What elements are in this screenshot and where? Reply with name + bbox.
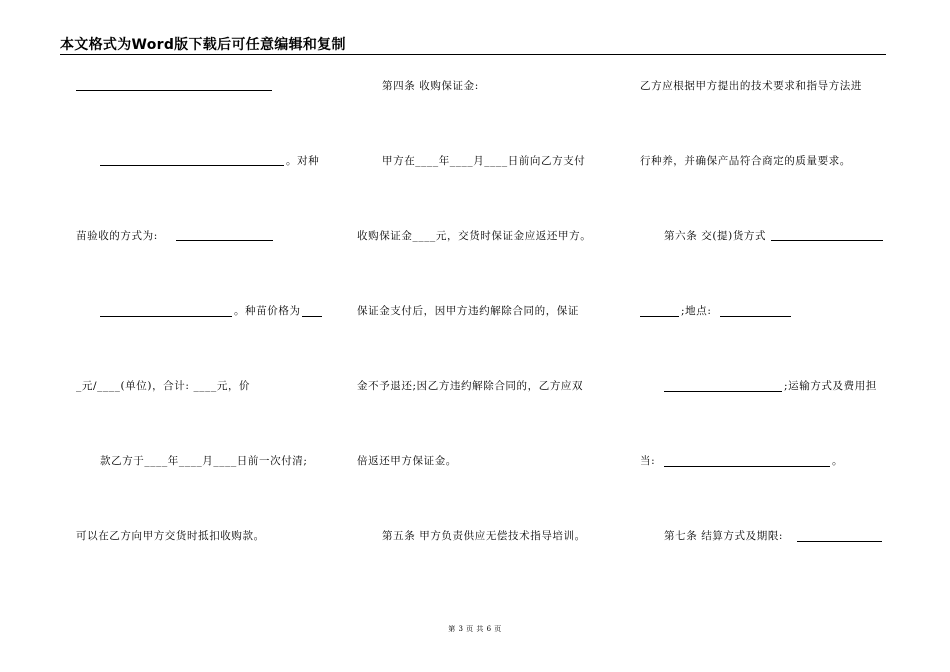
text-line: 。	[832, 455, 844, 467]
text-line: 保证金支付后，因甲方违约解除合同的，保证	[357, 305, 579, 317]
article-heading: 第五条 甲方负责供应无偿技术指导培训。	[382, 530, 586, 542]
text-line: 行种养，并确保产品符合商定的质量要求。	[640, 155, 851, 167]
text-line: 。对种	[286, 155, 320, 167]
text-line: 收购保证金____元，交货时保证金应返还甲方。	[357, 230, 592, 242]
blank-line	[100, 165, 284, 166]
page-number: 第 3 页 共 6 页	[448, 625, 502, 633]
text-line: 倍返还甲方保证金。	[357, 455, 457, 467]
blank-line	[797, 541, 882, 542]
text-line: 可以在乙方向甲方交货时抵扣收购款。	[76, 530, 265, 542]
blank-line	[640, 316, 679, 317]
text-line: 金不予退还;因乙方违约解除合同的，乙方应双	[357, 380, 584, 392]
blank-line	[100, 316, 232, 317]
text-line: 甲方在____年____月____日前向乙方支付	[382, 155, 586, 167]
blank-line	[176, 240, 273, 241]
blank-line	[76, 90, 272, 91]
text-line: 苗验收的方式为:	[76, 230, 158, 242]
text-line: 。种苗价格为	[234, 305, 301, 317]
article-heading: 第七条 结算方式及期限:	[664, 530, 784, 542]
header-divider	[60, 54, 886, 55]
blank-line	[302, 316, 322, 317]
text-line: _元/____(单位)，合计: ____元，价	[76, 380, 251, 392]
blank-line	[664, 391, 782, 392]
article-heading: 第四条 收购保证金:	[382, 80, 479, 92]
text-line: ;运输方式及费用担	[784, 380, 877, 392]
article-heading: 第六条 交(提)货方式	[664, 230, 767, 242]
blank-line	[720, 316, 791, 317]
blank-line	[771, 240, 883, 241]
blank-line	[664, 466, 830, 467]
text-line: ;地点:	[681, 305, 712, 317]
document-header-title: 本文格式为Word版下载后可任意编辑和复制	[60, 37, 346, 53]
text-line: 当:	[640, 455, 656, 467]
text-line: 款乙方于____年____月____日前一次付清;	[100, 455, 308, 467]
text-line: 乙方应根据甲方提出的技术要求和指导方法进	[640, 80, 862, 92]
